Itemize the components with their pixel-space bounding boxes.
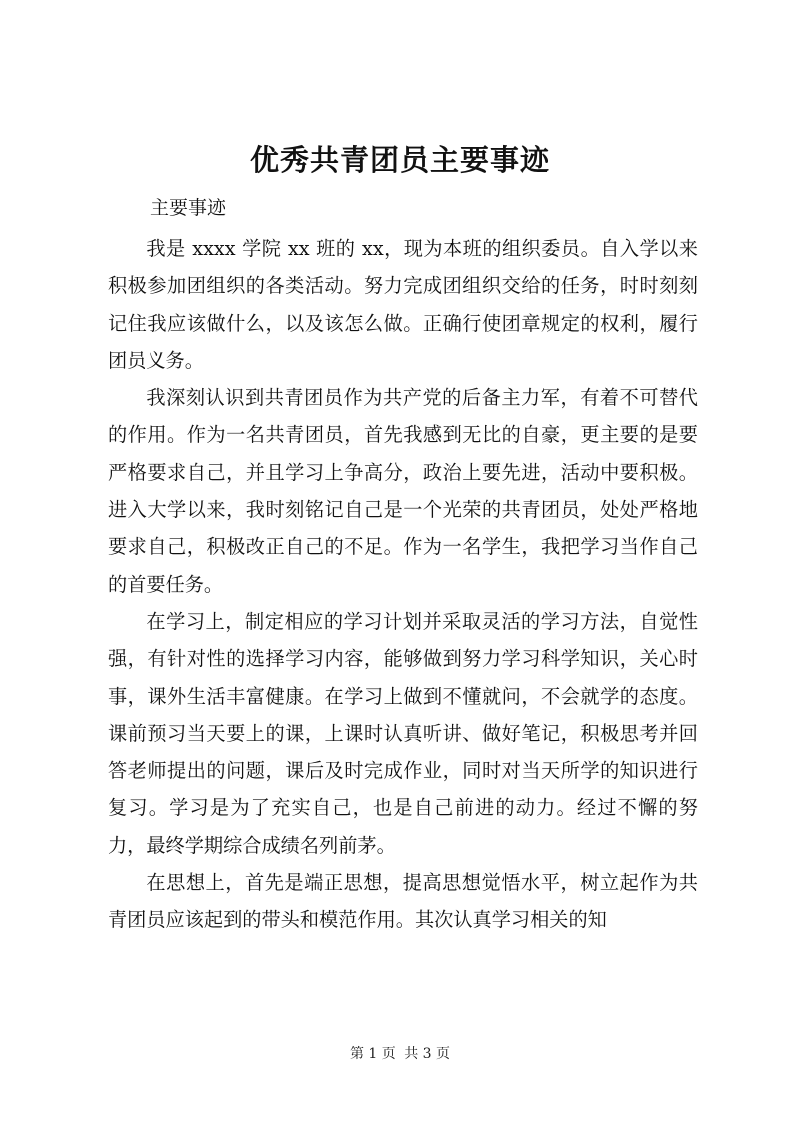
paragraph-thought: 在思想上，首先是端正思想，提高思想觉悟水平，树立起作为共青团员应该起到的带头和模范作用。其次认真学习相关的知 xyxy=(108,871,698,932)
paragraph-intro: 我是 xxxx 学院 xx 班的 xx，现为本班的组织委员。自入学以来积极参加团组织的各类活动。努力完成团组织交给的任务，时时刻刻记住我应该做什么，以及该怎么做。正确行使团章规定的权利，履行团员义务。 xyxy=(108,237,698,372)
paragraph-study: 在学习上，制定相应的学习计划并采取灵活的学习方法，自觉性强，有针对性的选择学习内容，能够做到努力学习科学知识，关心时事，课外生活丰富健康。在学习上做到不懂就问，不会就学的态度。课前预习当天要上的课，上课时认真听讲、做好笔记，积极思考并回答老师提出的问题，课后及时完成作业，同时对当天所学的知识进行复习。学习是为了充实自己，也是自己前进的动力。经过不懈的努力，最终学期综合成绩名列前茅。 xyxy=(108,609,698,857)
section-heading: 主要事迹 xyxy=(150,197,227,219)
page-total: 共 3 页 xyxy=(404,1046,451,1062)
paragraph-role: 我深刻认识到共青团员作为共产党的后备主力军，有着不可替代的作用。作为一名共青团员，首先我感到无比的自豪，更主要的是要严格要求自己，并且学习上争高分，政治上要先进，活动中要积极。进入大学以来，我时刻铭记自己是一个光荣的共青团员，处处严格地要求自己，积极改正自己的不足。作为一名学生，我把学习当作自己的首要任务。 xyxy=(108,386,698,596)
page-number: 第 1 页 xyxy=(349,1046,396,1062)
page-footer xyxy=(0,1043,800,1063)
document-body xyxy=(108,230,698,939)
document-title: 优秀共青团员主要事迹 xyxy=(249,143,550,177)
